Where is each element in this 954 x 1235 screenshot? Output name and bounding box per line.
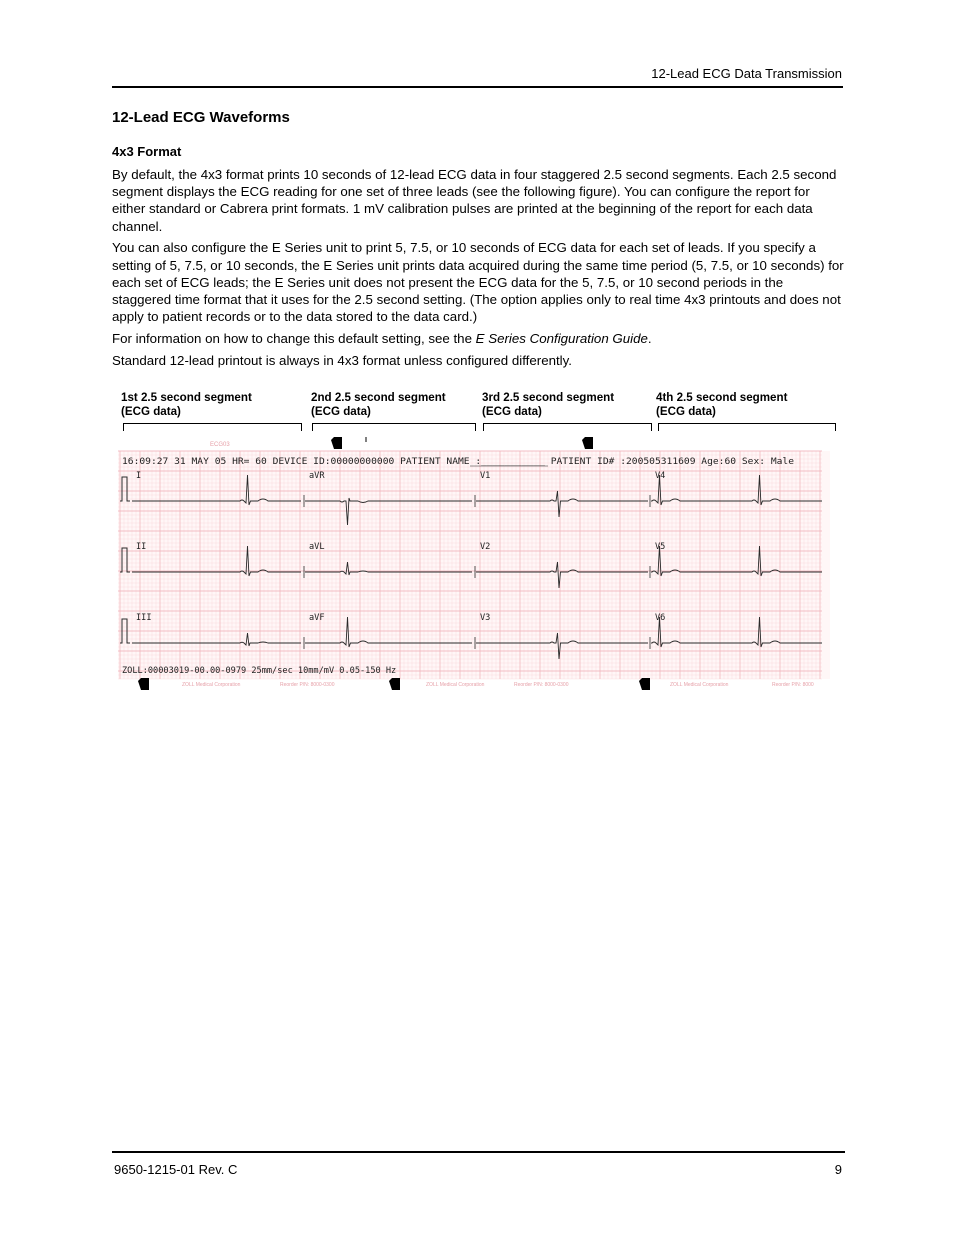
printout-header-line: 16:09:27 31 MAY 05 HR= 60 DEVICE ID:00000000000 PATIENT NAME :___________ PATIENT ID# :200505311609 Age:60 Sex: Male bbox=[122, 457, 794, 467]
lead-label-aVL: aVL bbox=[309, 542, 325, 552]
footer-rule bbox=[112, 1151, 845, 1153]
paragraph-3-end: . bbox=[647, 330, 652, 346]
segment-label-4-line2: (ECG data) bbox=[656, 405, 716, 418]
paragraph-1: By default, the 4x3 format prints 10 seconds of 12-lead ECG data in four staggered 2.5 second segments. Each 2.5 second segment displays the ECG reading for one set of three leads (see the following figure). You can configure the report for either standard or Cabrera print formats. 1 mV calibration pulses are printed at the beginning of the report for each data channel. bbox=[112, 167, 837, 234]
paper-marker-icon bbox=[331, 437, 342, 449]
lead-label-III: III bbox=[136, 613, 152, 623]
paper-mark-5: ZOLL Medical Corporation bbox=[670, 682, 729, 688]
paragraph-3 bbox=[112, 330, 844, 347]
segment-label-2-line1: 2nd 2.5 second segment bbox=[311, 391, 446, 404]
configuration-guide-reference: E Series Configuration Guide bbox=[475, 330, 648, 346]
segment-label-2-line2: (ECG data) bbox=[311, 405, 371, 418]
segment-bracket-3 bbox=[483, 423, 652, 431]
paragraph-4: Standard 12-lead printout is always in 4x3 format unless configured differently. bbox=[112, 352, 572, 368]
segment-label-2 bbox=[311, 391, 481, 419]
segment-label-3-line2: (ECG data) bbox=[482, 405, 542, 418]
segment-bracket-2 bbox=[312, 423, 476, 431]
segment-label-4 bbox=[656, 391, 826, 419]
page-number: 9 bbox=[834, 1162, 842, 1177]
segment-label-1-line1: 1st 2.5 second segment bbox=[121, 391, 252, 404]
lead-label-I: I bbox=[136, 471, 142, 481]
ecg-grid bbox=[118, 451, 830, 679]
paper-mark-1: ZOLL Medical Corporation bbox=[182, 682, 241, 688]
header-rule bbox=[112, 86, 843, 88]
segment-bracket-1 bbox=[123, 423, 302, 431]
lead-label-V5: V5 bbox=[655, 542, 666, 552]
paper-mark-6: Reorder P/N: 8000 bbox=[772, 682, 814, 688]
lead-label-aVF: aVF bbox=[309, 613, 325, 623]
lead-label-V1: V1 bbox=[480, 471, 491, 481]
segment-label-1 bbox=[121, 391, 291, 419]
subsection-title: 4x3 Format bbox=[112, 144, 182, 159]
paragraph-3-start: For information on how to change this default setting, see the bbox=[112, 330, 476, 346]
printout-top-mark: ECG03 bbox=[210, 442, 230, 448]
ecg-printout bbox=[118, 433, 830, 691]
running-header: 12-Lead ECG Data Transmission bbox=[651, 66, 842, 81]
lead-label-V3: V3 bbox=[480, 613, 491, 623]
lead-label-V2: V2 bbox=[480, 542, 491, 552]
printout-footer-line: ZOLL:00003019-00.00-0979 25mm/sec 10mm/mV 0.05-150 Hz bbox=[122, 666, 397, 676]
ecg-paper bbox=[118, 451, 830, 679]
lead-label-V4: V4 bbox=[655, 471, 666, 481]
segment-label-3-line1: 3rd 2.5 second segment bbox=[482, 391, 615, 404]
segment-bracket-4 bbox=[658, 423, 836, 431]
paper-mark-4: Reorder P/N: 8000-0300 bbox=[514, 682, 569, 688]
lead-label-aVR: aVR bbox=[309, 471, 325, 481]
segment-label-1-line2: (ECG data) bbox=[121, 405, 181, 418]
paper-marker-icon bbox=[389, 678, 400, 690]
paper-marker-icon bbox=[639, 678, 650, 690]
paragraph-2: You can also configure the E Series unit to print 5, 7.5, or 10 seconds of ECG data for each set of leads. If you specify a setting of 5, 7.5, or 10 seconds, the E Series unit prints data acquired during the same time period (5, 7.5, or 10 seconds) for each set of ECG leads; the E Series unit does not present the ECG data for the 5, 7.5, or 10 second periods in the staggered time format that it uses for the 2.5 second setting. (The option applies only to real time 4x3 printouts and does not apply to patient records or to the data stored to the data card.) bbox=[112, 240, 844, 325]
document-number: 9650-1215-01 Rev. C bbox=[114, 1162, 238, 1177]
paper-marker-icon bbox=[582, 437, 593, 449]
lead-label-V6: V6 bbox=[655, 613, 666, 623]
paper-marker-icon bbox=[138, 678, 149, 690]
paper-mark-2: Reorder P/N: 8000-0300 bbox=[280, 682, 335, 688]
section-title: 12-Lead ECG Waveforms bbox=[112, 109, 290, 126]
segment-label-4-line1: 4th 2.5 second segment bbox=[656, 391, 788, 404]
lead-label-II: II bbox=[136, 542, 147, 552]
body-text bbox=[112, 166, 844, 373]
paper-mark-3: ZOLL Medical Corporation bbox=[426, 682, 485, 688]
segment-label-3 bbox=[482, 391, 652, 419]
